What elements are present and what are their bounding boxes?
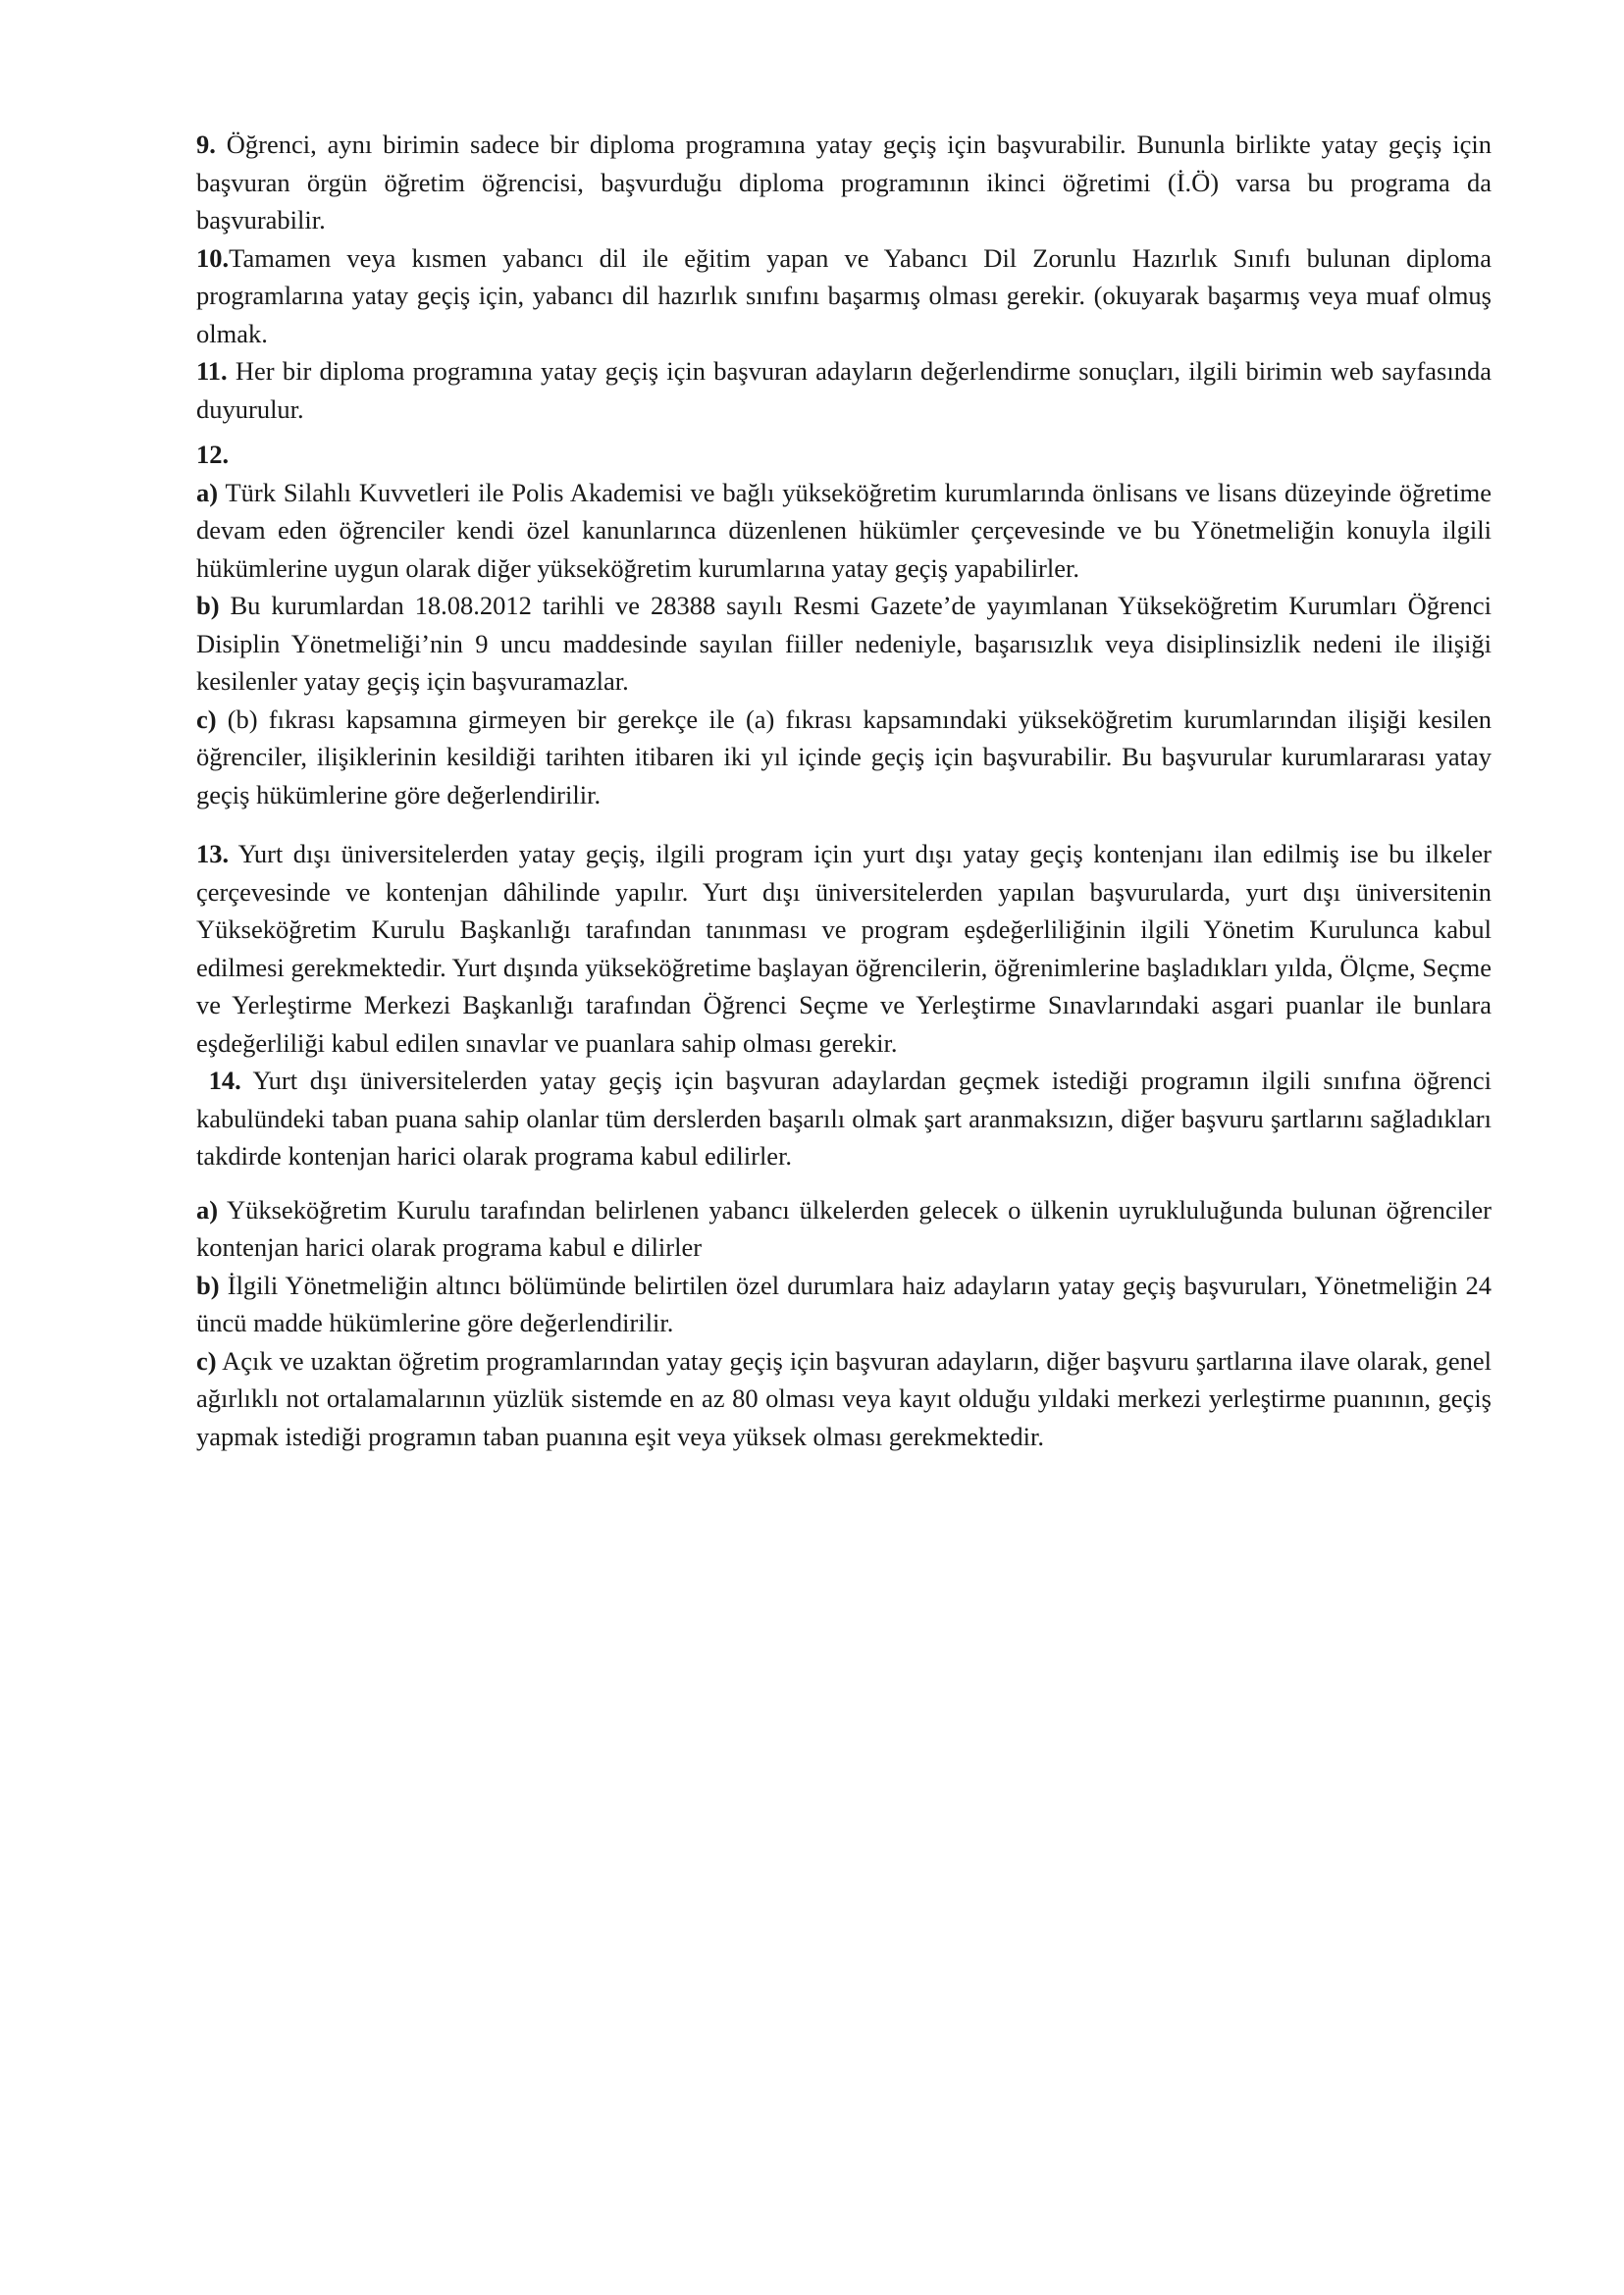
paragraph-14c xyxy=(196,1342,1492,1456)
item-text: Açık ve uzaktan öğretim programlarından yatay geçiş için başvuran adayların, diğer başvuru şartlarına ilave olarak, genel ağırlıklı not ortalamalarının yüzlük sistemde en az 80 olması veya kayıt olduğu yıldaki merkezi yerleştirme puanının, geçiş yapmak istediği programın taban puanına eşit veya yüksek olması gerekmektedir. xyxy=(196,1345,1492,1451)
item-number: 14. xyxy=(208,1066,241,1095)
item-number: 9. xyxy=(196,130,216,159)
paragraph-13 xyxy=(196,835,1492,1062)
item-text: Her bir diploma programına yatay geçiş için başvuran adayların değerlendirme sonuçları, ilgili birimin web sayfasında duyurulur. xyxy=(196,356,1492,424)
item-letter: c) xyxy=(196,704,217,734)
item-letter: b) xyxy=(196,1270,220,1300)
item-number: 12. xyxy=(196,440,230,469)
paragraph-12c xyxy=(196,701,1492,814)
document-page xyxy=(196,126,1492,1455)
item-text: Bu kurumlardan 18.08.2012 tarihli ve 28388 sayılı Resmi Gazete’de yayımlanan Yükseköğretim Kurumları Öğrenci Disiplin Yönetmeliği’nin 9 uncu maddesinde sayılan fiiller nedeniyle, başarısızlık veya disiplinsizlik nedeni ile ilişiği kesilenler yatay geçiş için başvuramazlar. xyxy=(196,591,1492,696)
paragraph-12 xyxy=(196,436,1492,474)
item-text: Yurt dışı üniversitelerden yatay geçiş, ilgili program için yurt dışı yatay geçiş kontenjanı ilan edilmiş ise bu ilkeler çerçevesinde ve kontenjan dâhilinde yapılır. Yurt dışı üniversitelerden yapılan başvurularda, yurt dışı üniversitenin Yükseköğretim Kurulu Başkanlığı tarafından tanınması ve program eşdeğerliliğinin ilgili Yönetim Kurulunca kabul edilmesi gerekmektedir. Yurt dışında yükseköğretime başlayan öğrencilerin, öğrenimlerine başladıkları yılda, Ölçme, Seçme ve Yerleştirme Merkezi Başkanlığı tarafından Öğrenci Seçme ve Yerleştirme Sınavlarındaki asgari puanlar ile bunlara eşdeğerliliği kabul edilen sınavlar ve puanlara sahip olması gerekir. xyxy=(196,839,1492,1058)
item-number: 10. xyxy=(196,242,230,273)
item-text: Yurt dışı üniversitelerden yatay geçiş için başvuran adaylardan geçmek istediği programın ilgili sınıfına öğrenci kabulündeki taban puana sahip olanlar tüm derslerden başarılı olmak şart aranmaksızın, diğer başvuru şartlarını sağladıkları takdirde kontenjan harici olarak programa kabul edilirler. xyxy=(196,1066,1492,1171)
item-text: Türk Silahlı Kuvvetleri ile Polis Akademisi ve bağlı yükseköğretim kurumlarında önlisans ve lisans düzeyinde öğretime devam eden öğrenciler kendi özel kanunlarınca düzenlenen hükümler çerçevesinde ve bu Yönetmeliğin konuyla ilgili hükümlerine uygun olarak diğer yükseköğretim kurumlarına yatay geçiş yapabilirler. xyxy=(196,477,1492,583)
paragraph-12b xyxy=(196,587,1492,701)
item-text: Yükseköğretim Kurulu tarafından belirlenen yabancı ülkelerden gelecek o ülkenin uyrukluluğunda bulunan öğrenciler kontenjan harici olarak programa kabul e dilirler xyxy=(196,1194,1492,1262)
item-letter: c) xyxy=(196,1345,217,1376)
paragraph-12a xyxy=(196,474,1492,588)
item-text: İlgili Yönetmeliğin altıncı bölümünde belirtilen özel durumlara haiz adayların yatay geçiş başvuruları, Yönetmeliğin 24 üncü madde hükümlerine göre değerlendirilir. xyxy=(196,1270,1492,1337)
item-number: 11. xyxy=(196,356,228,386)
item-text: Öğrenci, aynı birimin sadece bir diploma programına yatay geçiş için başvurabilir. Bununla birlikte yatay geçiş için başvuran örgün öğretim öğrencisi, başvurduğu diploma programının ikinci öğretimi (İ.Ö) varsa bu programa da başvurabilir. xyxy=(196,130,1492,235)
paragraph-14 xyxy=(196,1062,1492,1175)
paragraph-10 xyxy=(196,239,1492,353)
item-letter: b) xyxy=(196,591,220,620)
item-number: 13. xyxy=(196,839,230,868)
item-text: (b) fıkrası kapsamına girmeyen bir gerekçe ile (a) fıkrası kapsamındaki yükseköğretim kurumlarından ilişiği kesilen öğrenciler, ilişiklerinin kesildiği tarihten itibaren iki yıl içinde geçiş için başvurabilir. Bu başvurular kurumlararası yatay geçiş hükümlerine göre değerlendirilir. xyxy=(196,704,1492,809)
paragraph-11 xyxy=(196,352,1492,428)
paragraph-14b xyxy=(196,1267,1492,1342)
paragraph-14a xyxy=(196,1191,1492,1267)
item-text: Tamamen veya kısmen yabancı dil ile eğitim yapan ve Yabancı Dil Zorunlu Hazırlık Sınıfı bulunan diploma programlarına yatay geçiş için, yabancı dil hazırlık sınıfını başarmış olması gerekir. (okuyarak başarmış veya muaf olmuş olmak. xyxy=(196,242,1492,348)
paragraph-9 xyxy=(196,126,1492,239)
item-letter: a) xyxy=(196,1194,219,1225)
item-letter: a) xyxy=(196,477,219,507)
